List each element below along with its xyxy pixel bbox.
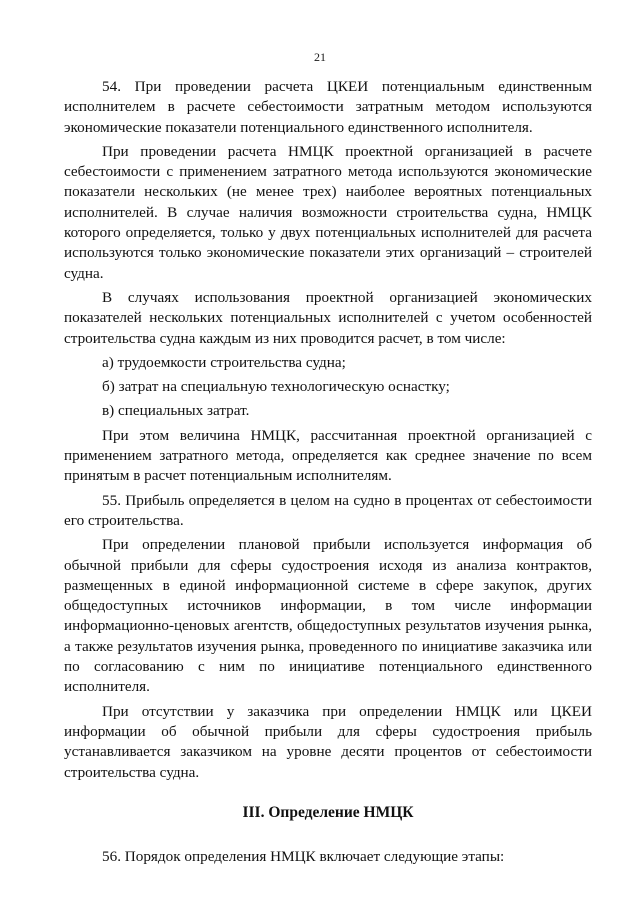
paragraph-54-nmck-design-org: При проведении расчета НМЦК проектной организацией в расчете себестоимости с применением затратного метода используются экономические показатели нескольких (не менее трех) наиболее вероятных потенциальных исполнителей. В случае наличия возможности строительства судна, НМЦК которого определяется, только у двух потенциальных исполнителей для расчета используются только экономические показатели этих организаций – строителей судна. [64, 142, 592, 282]
paragraph-55: 55. Прибыль определяется в целом на судно в процентах от себестоимости его строительства. [64, 491, 592, 529]
paragraph-56: 56. Порядок определения НМЦК включает следующие этапы: [102, 848, 505, 866]
page-number: 21 [314, 50, 326, 64]
paragraph-55-no-info: При отсутствии у заказчика при определении НМЦК или ЦКЕИ информации об обычной прибыли для сферы судостроения прибыль устанавливается заказчиком на уровне десяти процентов от себестоимости строительства судна. [64, 702, 592, 781]
list-item-c: в) специальных затрат. [102, 402, 250, 420]
paragraph-55-planned-profit: При определении плановой прибыли используется информация об обычной прибыли для сферы судостроения исходя из анализа контрактов, размещенных в единой информационной системе в сфере закупок, других общедоступных источников информации, в том числе информации информационно-ценовых агентств, общедоступных результатов изучения рынка, а также результатов изучения рынка, проведенного по инициативе заказчика или по согласованию с ним по инициативе потенциального единственного исполнителя. [64, 536, 592, 696]
section-heading: III. Определение НМЦК [242, 803, 414, 821]
paragraph-54-average: При этом величина НМЦК, рассчитанная проектной организацией с применением затратного метода, определяется как среднее значение по всем принятым в расчет потенциальным исполнителям. [64, 426, 592, 485]
paragraph-54-cases: В случаях использования проектной организацией экономических показателей нескольких потенциальных исполнителей с учетом особенностей строительства судна каждым из них проводится расчет, в том числе: [64, 288, 592, 347]
paragraph-54: 54. При проведении расчета ЦКЕИ потенциальным единственным исполнителем в расчете себестоимости затратным методом используются экономические показатели потенциального единственного исполнителя. [64, 78, 592, 136]
list-item-a: а) трудоемкости строительства судна; [102, 353, 346, 371]
list-item-b: б) затрат на специальную технологическую оснастку; [102, 378, 450, 396]
document-body [64, 77, 592, 871]
